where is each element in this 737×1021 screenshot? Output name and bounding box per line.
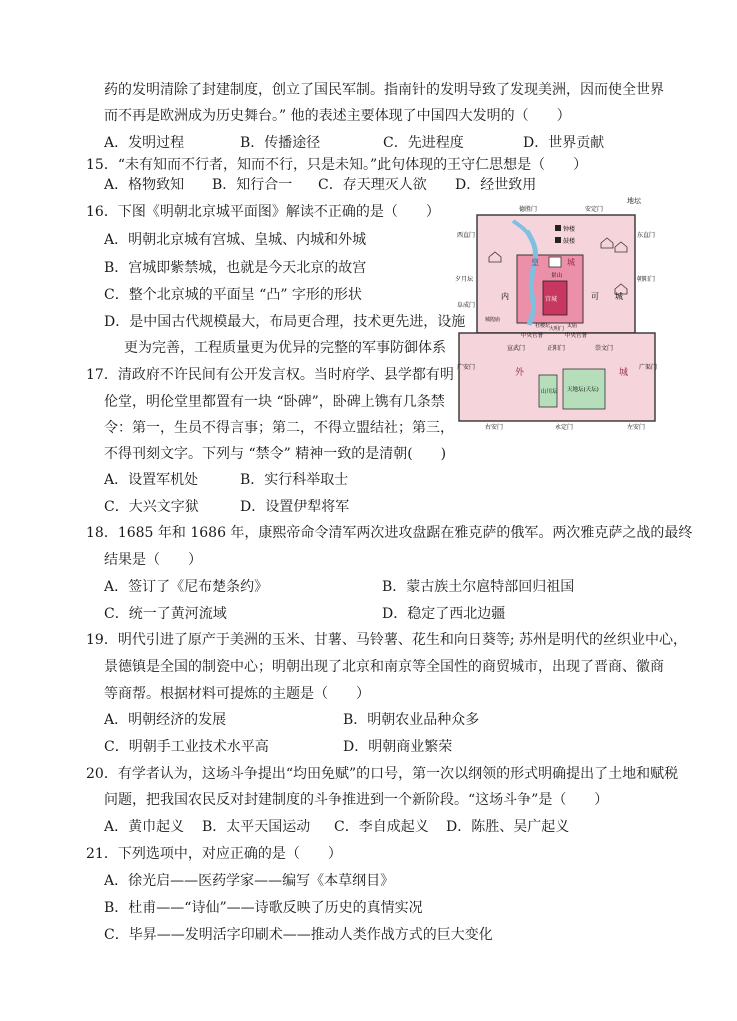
q17-line-3: 令：第一，生员不得言事；第二，不得立盟结社；第三， xyxy=(104,420,454,436)
map-label-cheng-wai: 城 xyxy=(619,368,629,378)
q21-option-b: B．杜甫——“诗仙”——诗歌反映了历史的真情实况 xyxy=(104,900,423,916)
q18-option-d: D．稳定了西北边疆 xyxy=(382,606,506,622)
q19-line-1: 19．明代引进了原产于美洲的玉米、甘薯、马铃薯、花生和向日葵等; 苏州是明代的丝织业中心， xyxy=(86,632,687,648)
map-label-fuchengmen: 阜成门 xyxy=(457,302,476,309)
map-label-dongzhimen: 东直门 xyxy=(637,232,656,239)
q17-line-1: 17．清政府不许民间有公开发言权。当时府学、县学都有明 xyxy=(86,367,454,383)
q19-option-a: A．明朝经济的发展 xyxy=(104,712,227,728)
map-label-shejitan: 社稷坛 xyxy=(535,323,551,329)
q20-option-b: B．太平天国运动 xyxy=(202,819,311,835)
map-label-gongcheng: 宫城 xyxy=(545,296,558,303)
q14-option-c: C．先进程度 xyxy=(383,135,464,151)
map-label-xiyueta: 夕月坛 xyxy=(455,276,474,283)
q18-option-a: A．签订了《尼布楚条约》 xyxy=(104,579,269,595)
map-label-guanganmen: 广安门 xyxy=(457,364,476,371)
q19-option-b: B．明朝农业品种众多 xyxy=(343,712,480,728)
q19-option-c: C．明朝手工业技术水平高 xyxy=(104,739,269,755)
map-label-zuoanmen: 左安门 xyxy=(627,424,646,431)
q14-line-1: 药的发明清除了封建制度，创立了国民军制。指南针的发明导致了发现美洲，因而使全世界 xyxy=(104,82,664,98)
q18-option-b: B．蒙古族土尔扈特部回归祖国 xyxy=(382,579,575,595)
drum-tower-marker xyxy=(555,237,561,243)
q16-option-a: A．明朝北京城有宫城、皇城、内城和外城 xyxy=(104,232,367,248)
q14-line-2: 而不再是欧洲成为历史舞台。” 他的表述主要体现了中国四大发明的（ ） xyxy=(104,108,571,124)
q21-stem: 21．下列选项中，对应正确的是（ ） xyxy=(86,846,342,862)
q20-option-a: A．黄巾起义 xyxy=(104,819,185,835)
map-label-cheng-ke: 城 xyxy=(615,292,623,301)
q14-option-b: B．传播途径 xyxy=(240,135,321,151)
map-label-ke: 可 xyxy=(591,292,599,301)
q17-option-b: B．实行科举取士 xyxy=(240,472,349,488)
q18-line-2: 结果是（ ） xyxy=(104,552,202,568)
map-label-tiandi: 天地坛(天坛) xyxy=(567,387,599,393)
q21-option-c: C．毕昇——发明活字印刷术——推动人类作战方式的巨大变化 xyxy=(104,927,493,943)
q20-option-c: C．李自成起义 xyxy=(334,819,429,835)
q14-option-a: A．发明过程 xyxy=(104,135,185,151)
q14-option-d: D．世界贡献 xyxy=(523,135,605,151)
map-label-yongdingmen: 永定门 xyxy=(555,424,574,431)
ming-beijing-city-map xyxy=(455,193,663,431)
map-label-gulou: 鼓楼 xyxy=(563,238,576,245)
map-label-zhongyangguanshu-east: 中央官署 xyxy=(565,333,588,339)
q18-option-c: C．统一了黄河流域 xyxy=(104,606,227,622)
map-label-zhengyangmen: 正阳门 xyxy=(547,345,566,352)
q20-line-2: 问题，把我国农民反对封建制度的斗争推进到一个新阶段。“这场斗争”是（ ） xyxy=(104,792,609,808)
map-label-wai: 外 xyxy=(515,368,525,378)
map-label-huang: 皇 xyxy=(531,258,539,267)
q21-option-a: A．徐光启——医药学家——编写《本草纲目》 xyxy=(104,873,395,889)
q20-line-1: 20．有学者认为，这场斗争提出“均田免赋”的口号，第一次以纲领的形式明确提出了土地和赋税 xyxy=(86,766,679,782)
q17-option-d: D．设置伊犁将军 xyxy=(240,499,350,515)
q17-option-a: A．设置军机处 xyxy=(104,472,199,488)
q17-option-c: C．大兴文字狱 xyxy=(104,499,199,515)
map-label-youanmen: 右安门 xyxy=(485,424,504,431)
map-label-nei: 内 xyxy=(501,292,509,301)
map-label-jingshan: 景山 xyxy=(551,273,563,279)
map-label-cheng-huang: 城 xyxy=(567,258,575,267)
q16-stem: 16．下图《明朝北京城平面图》解读不正确的是（ ） xyxy=(86,204,440,220)
q19-option-d: D．明朝商业繁荣 xyxy=(343,739,453,755)
map-label-zhongyangguanshu-west: 中央官署 xyxy=(521,333,544,339)
map-label-chongwenmen: 崇文门 xyxy=(595,345,614,352)
jingshan-hill xyxy=(549,257,561,267)
map-label-guangqumen: 广渠门 xyxy=(639,364,658,371)
q17-line-2: 伦堂，明伦堂里都置有一块 “卧碑”，卧碑上镌有几条禁 xyxy=(104,394,445,410)
map-label-damingmen: 大明门 xyxy=(549,326,565,332)
q15-option-b: B．知行合一 xyxy=(212,177,293,193)
map-label-taimiao: 太庙 xyxy=(567,323,578,329)
q18-line-1: 18．1685 年和 1686 年，康熙帝命令清军两次进攻盘踞在雅克萨的俄军。两次雅克萨之战的最终 xyxy=(86,525,693,541)
map-label-xuanwumen: 宣武门 xyxy=(507,345,526,352)
q16-option-c: C．整个北京城的平面呈 “凸” 字形的形状 xyxy=(104,287,362,303)
map-label-xizhimen: 西直门 xyxy=(457,232,476,239)
q20-option-d: D．陈胜、吴广起义 xyxy=(446,819,570,835)
q17-line-4: 不得刊刻文字。下列与 “禁令” 精神一致的是清朝( ) xyxy=(104,446,447,462)
bell-tower-marker xyxy=(555,225,561,231)
q15-option-a: A．格物致知 xyxy=(104,177,185,193)
q16-option-b: B．宫城即紫禁城，也就是今天北京的故宫 xyxy=(104,260,367,276)
map-label-chengyingmiao: 城隍庙 xyxy=(485,317,501,323)
q15-stem: 15．“未有知而不行者，知而不行，只是未知。”此句体现的王守仁思想是（ ） xyxy=(86,157,588,173)
q15-option-c: C．存天理灭人欲 xyxy=(318,177,427,193)
map-label-andingmen: 安定门 xyxy=(585,206,604,213)
map-label-chaoyangmen: 朝阳门 xyxy=(637,276,656,283)
map-label-ditan: 地坛 xyxy=(627,197,641,205)
q16-option-d: D．是中国古代规模最大，布局更合理，技术更先进，设施 xyxy=(104,314,466,330)
q19-line-2: 景德镇是全国的制瓷中心；明朝出现了北京和南京等全国性的商贸城市，出现了晋商、徽商 xyxy=(104,659,664,675)
map-label-zhonglou: 钟楼 xyxy=(563,226,576,233)
map-label-deshengmen: 德胜门 xyxy=(519,206,538,213)
map-label-shanchuantan: 山川坛 xyxy=(541,389,558,395)
q15-option-d: D．经世致用 xyxy=(455,177,537,193)
q19-line-3: 等商帮。根据材料可提炼的主题是（ ） xyxy=(104,686,370,702)
q16-option-d-continued: 更为完善，工程质量更为优异的完整的军事防御体系 xyxy=(124,340,446,356)
